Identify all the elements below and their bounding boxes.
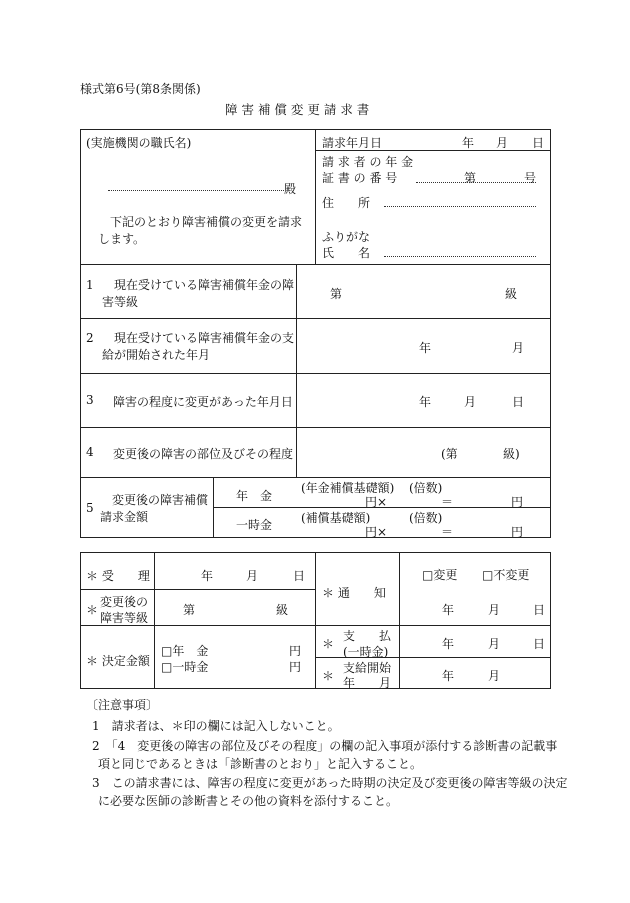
item-4-grade-open: (第 [441,447,458,461]
item-3-day: 日 [512,395,525,409]
juri-year: 年 [201,569,214,583]
item-1-text: 現在受けている障害補償年金の障害等級 [102,278,295,310]
tsuchi-year: 年 [442,603,455,617]
request-year: 年 [462,136,475,150]
note-2-line-2: 項と同じであるときは「診断書のとおり」と記入すること。 [98,757,423,771]
pay-start-star: ＊ [322,669,335,683]
tsuchi-month: 月 [488,603,501,617]
item-3-year: 年 [419,395,432,409]
address-label: 住 所 [322,196,371,210]
item-2-month: 月 [512,341,525,355]
item-5-pension-base: (年金補償基礎額) [301,481,395,495]
item-5-lump-eq: ＝ [441,525,454,539]
request-text: 下記のとおり障害補償の変更を請求します。 [98,215,303,247]
item-5-pension-label: 年 金 [236,489,273,503]
address-line[interactable] [384,206,536,207]
pension-cert-label-1: 請 求 者 の 年 金 [322,155,414,169]
notes-heading: 〔注意事項〕 [86,698,159,712]
juri-day: 日 [293,569,306,583]
form-number: 様式第6号(第8条関係) [80,82,201,96]
decided-lump-checkbox[interactable]: □一時金 [161,660,209,674]
item-5-lump-times: (倍数) [409,511,443,525]
item-3-text: 障害の程度に変更があった年月日 [113,395,293,409]
pay-star: ＊ [322,637,335,651]
item-4-number: 4 [86,445,94,459]
request-day: 日 [532,136,545,150]
request-date-label: 請求年月日 [322,136,383,150]
tsuchi-day: 日 [533,603,546,617]
item-1-kyu: 級 [505,287,518,301]
note-1: 1 請求者は、＊印の欄には記入しないこと。 [92,719,340,733]
note-3-line-1: 3 この請求書には、障害の程度に変更があった時期の決定及び変更後の障害等級の決定 [92,776,568,790]
name-label: 氏 名 [322,246,371,260]
item-4-text: 変更後の障害の部位及びその程度 [113,447,294,461]
pension-dai: 第 [464,171,477,185]
item-5-lump-label: 一時金 [236,518,273,532]
item-2-year: 年 [419,341,432,355]
pay-start-label-1: 支給開始 [343,661,392,675]
furigana-label: ふりがな [322,230,371,244]
change-checkbox[interactable]: □変更 [422,568,458,582]
juri-month: 月 [246,569,259,583]
decided-pension-checkbox[interactable]: □年 金 [161,644,209,658]
item-3-month: 月 [464,395,477,409]
changed-grade-label-1: 変更後の [100,595,149,609]
note-3-line-2: に必要な医師の診断書とその他の資料を添付すること。 [98,794,399,808]
pay-day: 日 [533,637,546,651]
pay-start-year: 年 [442,669,455,683]
decided-amount-label: ＊ 決定金額 [86,654,150,668]
pay-year: 年 [442,637,455,651]
item-3-number: 3 [86,393,94,407]
changed-grade-kyu: 級 [276,603,289,617]
juri-label: ＊ 受 理 [86,569,150,583]
pension-cert-label-2: 証 書 の 番 号 [322,171,398,185]
changed-grade-dai: 第 [183,603,196,617]
pension-gou: 号 [524,171,537,185]
item-5-lump-yen-x: 円× [365,525,388,539]
item-5-pension-yen-x: 円× [365,495,388,509]
name-line[interactable] [384,256,536,257]
note-2-line-1: 2 「4 変更後の障害の部位及びその程度」の欄の記入事項が添付する診断書の記載事 [92,739,558,753]
no-change-checkbox[interactable]: □不変更 [482,568,530,582]
agency-label: (実施機関の職氏名) [86,136,192,150]
tsuchi-label: ＊ 通 知 [322,586,386,600]
item-2-number: 2 [86,331,94,345]
item-1-number: 1 [86,278,94,292]
item-5-pension-yen: 円 [511,495,524,509]
pay-month: 月 [488,637,501,651]
item-5-number: 5 [86,501,94,515]
request-month: 月 [496,136,509,150]
pay-label-2: (一時金) [343,645,389,659]
item-1-dai: 第 [330,287,343,301]
item-4-grade-close: 級) [503,447,520,461]
item-5-pension-times: (倍数) [409,481,443,495]
decided-lump-yen: 円 [289,660,302,674]
item-2-text: 現在受けている障害補償年金の支給が開始された年月 [102,331,295,363]
decided-pension-yen: 円 [289,644,302,658]
dono-label: 殿 [284,182,297,196]
item-5-pension-eq: ＝ [441,495,454,509]
form-title: 障 害 補 償 変 更 請 求 書 [225,102,370,117]
item-5-text: 変更後の障害補償請求金額 [100,493,209,525]
pay-start-label-2: 年 月 [343,676,392,690]
pay-label-1: 支 払 [343,629,392,643]
item-5-lump-yen: 円 [511,525,524,539]
item-5-compensation-base: (補償基礎額) [301,511,371,525]
agency-name-line[interactable] [108,190,284,191]
pay-start-month: 月 [488,669,501,683]
changed-grade-star: ＊ [86,603,99,617]
changed-grade-label-2: 障害等級 [100,611,149,625]
